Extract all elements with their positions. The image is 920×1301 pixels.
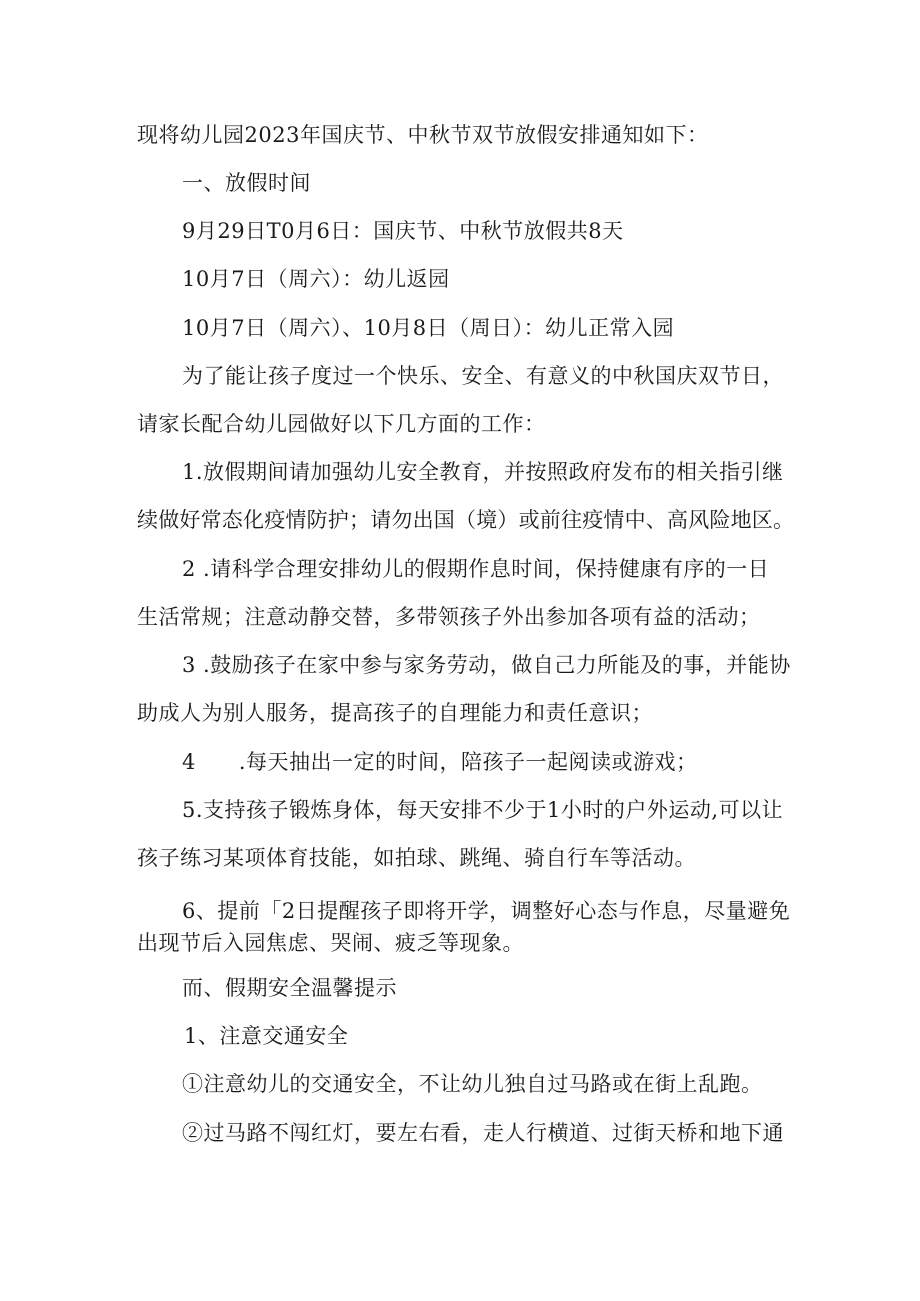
list-item-5-line-1: 5.支持孩子锻炼身体，每天安排不少于1小时的户外运动,可以让: [182, 798, 784, 822]
schedule-line-2: 10月7日（周六）：幼儿返园: [182, 267, 450, 291]
safety-tip-1: ①注意幼儿的交通安全，不让幼儿独自过马路或在街上乱跑。: [182, 1072, 763, 1096]
intro-line: 现将幼儿园2023年国庆节、中秋节双节放假安排通知如下：: [137, 123, 709, 147]
paragraph-line: 为了能让孩子度过一个快乐、安全、有意义的中秋国庆双节日，: [182, 364, 784, 388]
schedule-line-1: 9月29日T0月6日：国庆节、中秋节放假共8天: [182, 219, 624, 243]
subheading-traffic-safety: 1、注意交通安全: [184, 1024, 349, 1048]
list-item-4-line-1: 4 .每天抽出一定的时间，陪孩子一起阅读或游戏；: [182, 750, 698, 774]
list-item-3-line-2: 助成人为别人服务，提高孩子的自理能力和责任意识；: [137, 701, 653, 725]
list-item-5-line-2: 孩子练习某项体育技能，如拍球、跳绳、骑自行车等活动。: [137, 846, 696, 870]
list-item-6-line-1: 6、提前「2日提醒孩子即将开学，调整好心态与作息，尽量避免: [182, 899, 791, 923]
section-heading-holiday-time: 一、放假时间: [182, 171, 311, 195]
list-item-2-line-2: 生活常规；注意动静交替，多带领孩子外出参加各项有益的活动；: [137, 605, 761, 629]
safety-tip-2: ②过马路不闯红灯，要左右看，走人行横道、过街天桥和地下通: [182, 1121, 784, 1145]
list-item-3-line-1: 3 .鼓励孩子在家中参与家务劳动，做自己力所能及的事，并能协: [182, 653, 791, 677]
list-item-6-line-2: 出现节后入园焦虑、哭闹、疲乏等现象。: [137, 931, 524, 955]
schedule-line-3: 10月7日（周六）、10月8日（周日）：幼儿正常入园: [182, 316, 675, 340]
list-item-2-line-1: 2 .请科学合理安排幼儿的假期作息时间，保持健康有序的一日: [182, 557, 770, 581]
list-item-1-line-1: 1.放假期间请加强幼儿安全教育，并按照政府发布的相关指引继: [182, 460, 784, 484]
list-item-1-line-2: 续做好常态化疫情防护；请勿出国（境）或前往疫情中、高风险地区。: [137, 508, 795, 532]
section-heading-safety-tips: 而、假期安全温馨提示: [182, 976, 397, 1000]
paragraph-line: 请家长配合幼儿园做好以下几方面的工作：: [137, 412, 546, 436]
